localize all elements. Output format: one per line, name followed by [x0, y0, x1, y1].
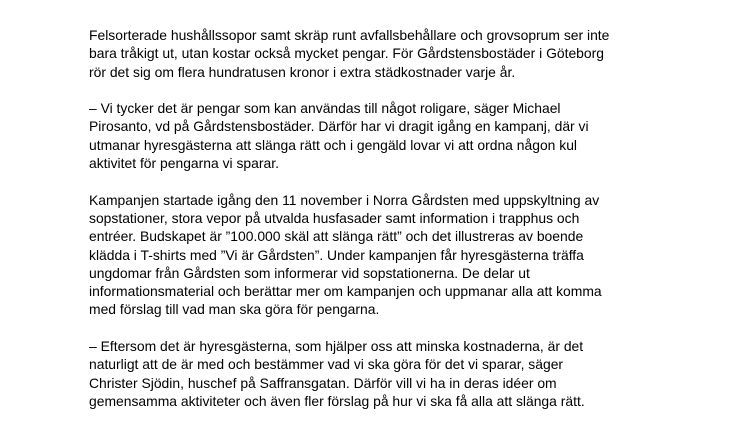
text-line: Christer Sjödin, huschef på Saffransgatan. Därför vill vi ha in deras idéer om	[89, 374, 557, 391]
text-line: naturligt att de är med och bestämmer vad vi ska göra för det vi sparar, säger	[89, 356, 564, 373]
text-line: ungdomar från Gårdsten som informerar vid sopstationerna. De delar ut	[89, 264, 530, 281]
text-line: sopstationer, stora vepor på utvalda husfasader samt information i trapphus och	[89, 209, 580, 226]
text-line: informationsmaterial och berättar mer om kampanjen och uppmanar alla att komma	[89, 283, 602, 300]
paragraph-quote-sjodin	[89, 337, 649, 410]
text-line: klädda i T-shirts med ”Vi är Gårdsten”. Under kampanjen får hyresgästerna träffa	[89, 246, 584, 263]
paragraph-campaign	[89, 191, 649, 319]
text-line: rör det sig om flera hundratusen kronor i extra städkostnader varje år.	[89, 63, 516, 80]
text-line: gemensamma aktiviteter och även fler förslag på hur vi ska få alla att slänga rätt.	[89, 392, 585, 409]
text-line: – Vi tycker det är pengar som kan användas till något roligare, säger Michael	[89, 100, 561, 117]
text-line: aktivitet för pengarna vi sparar.	[89, 155, 279, 172]
text-line: Felsorterade hushållssopor samt skräp runt avfallsbehållare och grovsoprum ser inte	[89, 27, 610, 43]
text-line: utmanar hyresgästerna att slänga rätt och i gengäld lovar vi att ordna någon kul	[89, 136, 578, 153]
text-line: Kampanjen startade igång den 11 november i Norra Gårdsten med uppskyltning av	[89, 191, 600, 208]
paragraph-quote-pirosanto	[89, 99, 649, 172]
document-body	[89, 26, 649, 429]
text-line: bara tråkigt ut, utan kostar också mycket pengar. För Gårdstensbostäder i Göteborg	[89, 45, 604, 62]
text-line: Pirosanto, vd på Gårdstensbostäder. Därför har vi dragit igång en kampanj, där vi	[89, 118, 589, 135]
text-line: entréer. Budskapet är ”100.000 skäl att slänga rätt” och det illustreras av boende	[89, 228, 584, 245]
paragraph-intro	[89, 26, 649, 81]
text-line: med förslag till vad man ska göra för pengarna.	[89, 301, 380, 318]
text-line: – Eftersom det är hyresgästerna, som hjälper oss att minska kostnaderna, är det	[89, 338, 584, 355]
